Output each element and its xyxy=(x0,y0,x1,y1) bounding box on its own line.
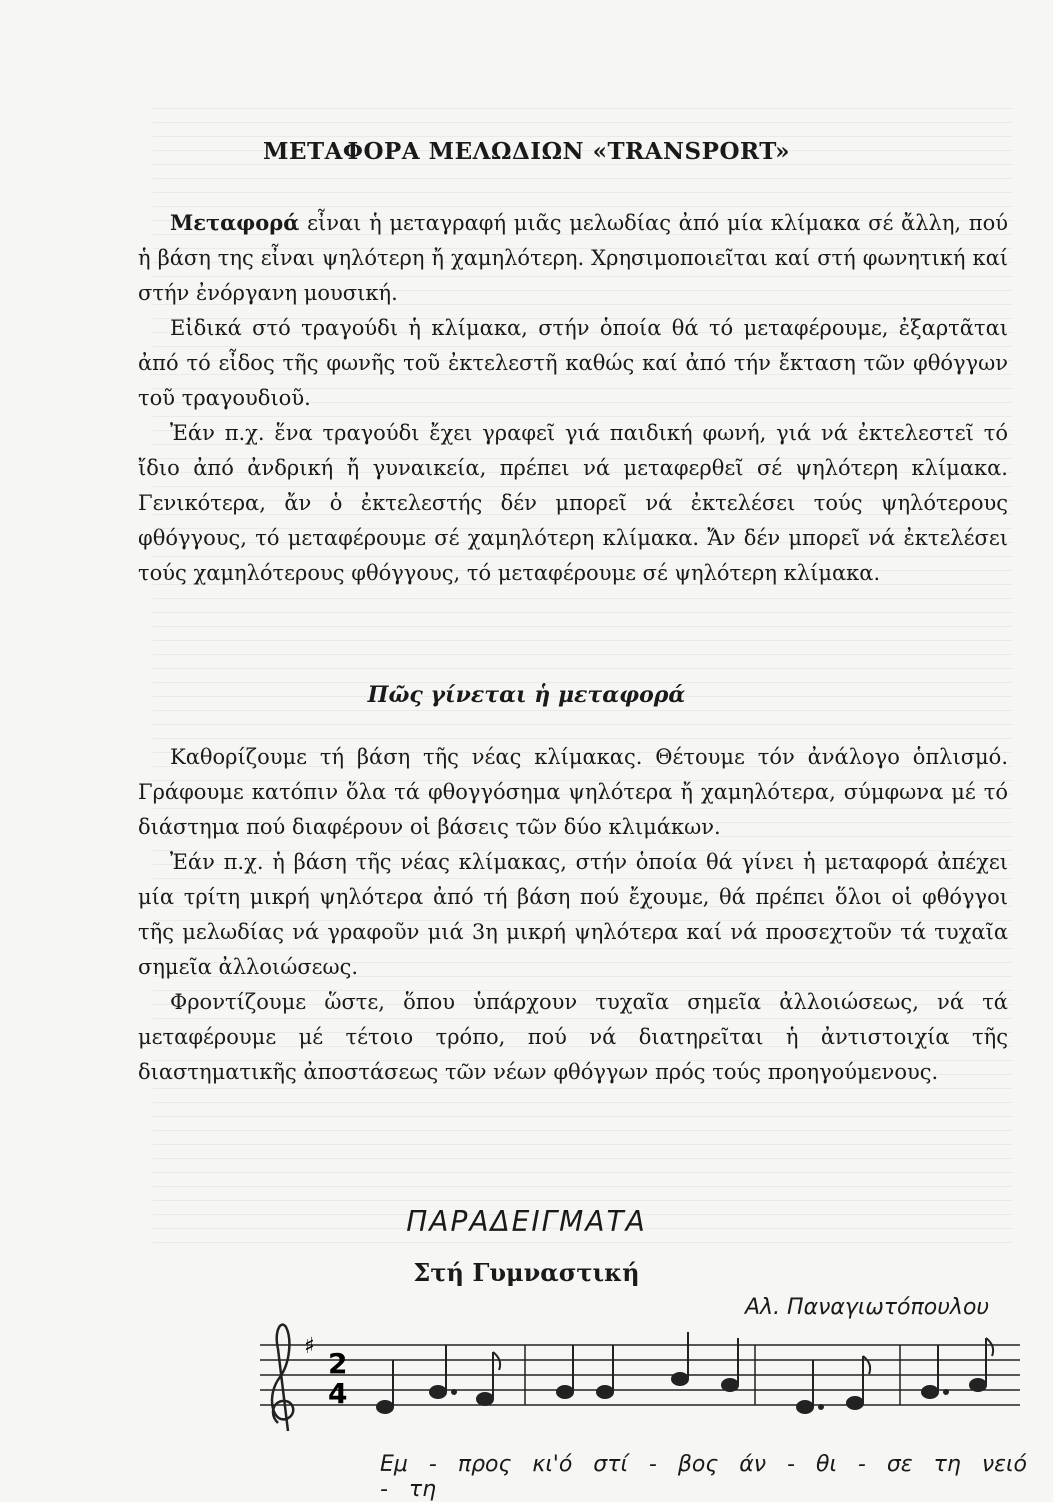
note xyxy=(430,1386,446,1398)
method-paragraph-3: Φροντίζουμε ὥστε, ὅπου ὑπάρχουν τυχαῖα σημεῖα ἀλλοιώσεως, νά τά μεταφέρουμε μέ τέτοιο τρόπο, πού νά διατηρεῖται ἡ ἀντιστοιχία τῆς διαστηματικῆς ἀποστάσεως τῶν νέων φθόγγων πρός τούς προηγούμενους. xyxy=(138,990,1008,1084)
key-signature: ♯ xyxy=(304,1334,315,1359)
term-bold: Μεταφορά xyxy=(170,210,300,235)
time-signature-bottom: 4 xyxy=(328,1377,348,1410)
method-section xyxy=(138,740,1008,1090)
composer-signature: Αλ. Παναγιωτόπουλου xyxy=(745,1295,990,1320)
intro-paragraph-3: Ἐάν π.χ. ἕνα τραγούδι ἔχει γραφεῖ γιά παιδική φωνή, γιά νά ἐκτελεστεῖ τό ἴδιο ἀπό ἀνδρική ἤ γυναικεία, πρέπει νά μεταφερθεῖ σέ ψηλότερη κλίμακα. Γενικότερα, ἄν ὁ ἐκτελεστής δέν μπορεῖ νά ἐκτελέσει τούς ψηλότερους φθόγγους, τό μεταφέρουμε σέ χαμηλότερη κλίμακα. Ἄν δέν μπορεῖ νά ἐκτελέσει τούς χαμηλότερους φθόγγους, τό μεταφέρουμε σέ ψηλότερη κλίμακα. xyxy=(138,421,1008,585)
intro-paragraph-1-text: εἶναι ἡ μεταγραφή μιᾶς μελωδίας ἀπό μία κλίμακα σέ ἄλλη, πού ἡ βάση της εἶναι ψηλότερη ἤ χαμηλότερη. Χρησιμοποιεῖται καί στή φωνητική καί στήν ἐνόργανη μουσική. xyxy=(138,211,1008,305)
note xyxy=(477,1393,493,1405)
note xyxy=(847,1397,863,1409)
treble-clef-icon xyxy=(272,1325,293,1431)
note xyxy=(722,1379,738,1391)
staff-lines xyxy=(260,1345,1020,1405)
section-heading: Πῶς γίνεται ἡ μεταφορά xyxy=(367,682,686,708)
note xyxy=(672,1373,688,1385)
method-paragraph-1: Καθορίζουμε τή βάση τῆς νέας κλίμακας. Θέτουμε τόν ἀνάλογο ὁπλισμό. Γράφουμε κατόπιν ὅλα τά φθογγόσημα ψηλότερα ἤ χαμηλότερα, σύμφωνα μέ τό διάστημα πού διαφέρουν οἱ βάσεις τῶν δύο κλιμάκων. xyxy=(138,745,1008,839)
method-paragraph-2: Ἐάν π.χ. ἡ βάση τῆς νέας κλίμακας, στήν ὁποία θά γίνει ἡ μεταφορά ἀπέχει μία τρίτη μικρή ψηλότερα ἀπό τή βάση πού ἔχουμε, θά πρέπει ὅλοι οἱ φθόγγοι τῆς μελωδίας νά γραφοῦν μιά 3η μικρή ψηλότερα καί νά προσεχτοῦν τά τυχαῖα σημεῖα ἀλλοιώσεως. xyxy=(138,850,1008,979)
page-title: ΜΕΤΑΦΟΡΑ ΜΕΛΩΔΙΩΝ «TRANSPORT» xyxy=(262,138,791,165)
note xyxy=(597,1386,613,1398)
examples-subheading: Στή Γυμναστική xyxy=(413,1258,640,1287)
note xyxy=(377,1401,393,1413)
music-staff xyxy=(260,1315,1020,1445)
note xyxy=(557,1386,573,1398)
lyrics-line: Εμ - προς κι'ό στί - βος άν - θι - σε τη νειό - τη xyxy=(380,1452,1027,1502)
note xyxy=(797,1401,813,1413)
time-signature-top: 2 xyxy=(328,1347,348,1380)
examples-heading: ΠΑΡΑΔΕΙΓΜΑΤΑ xyxy=(406,1205,647,1238)
intro-paragraph-1 xyxy=(138,205,1008,311)
note xyxy=(970,1379,986,1391)
note xyxy=(922,1386,938,1398)
intro-paragraph-2: Εἰδικά στό τραγούδι ἡ κλίμακα, στήν ὁποία θά τό μεταφέρουμε, ἐξαρτᾶται ἀπό τό εἶδος τῆς φωνῆς τοῦ ἐκτελεστῆ καθώς καί ἀπό τήν ἔκταση τῶν φθόγγων τοῦ τραγουδιοῦ. xyxy=(138,316,1008,410)
intro-section xyxy=(138,205,1008,591)
